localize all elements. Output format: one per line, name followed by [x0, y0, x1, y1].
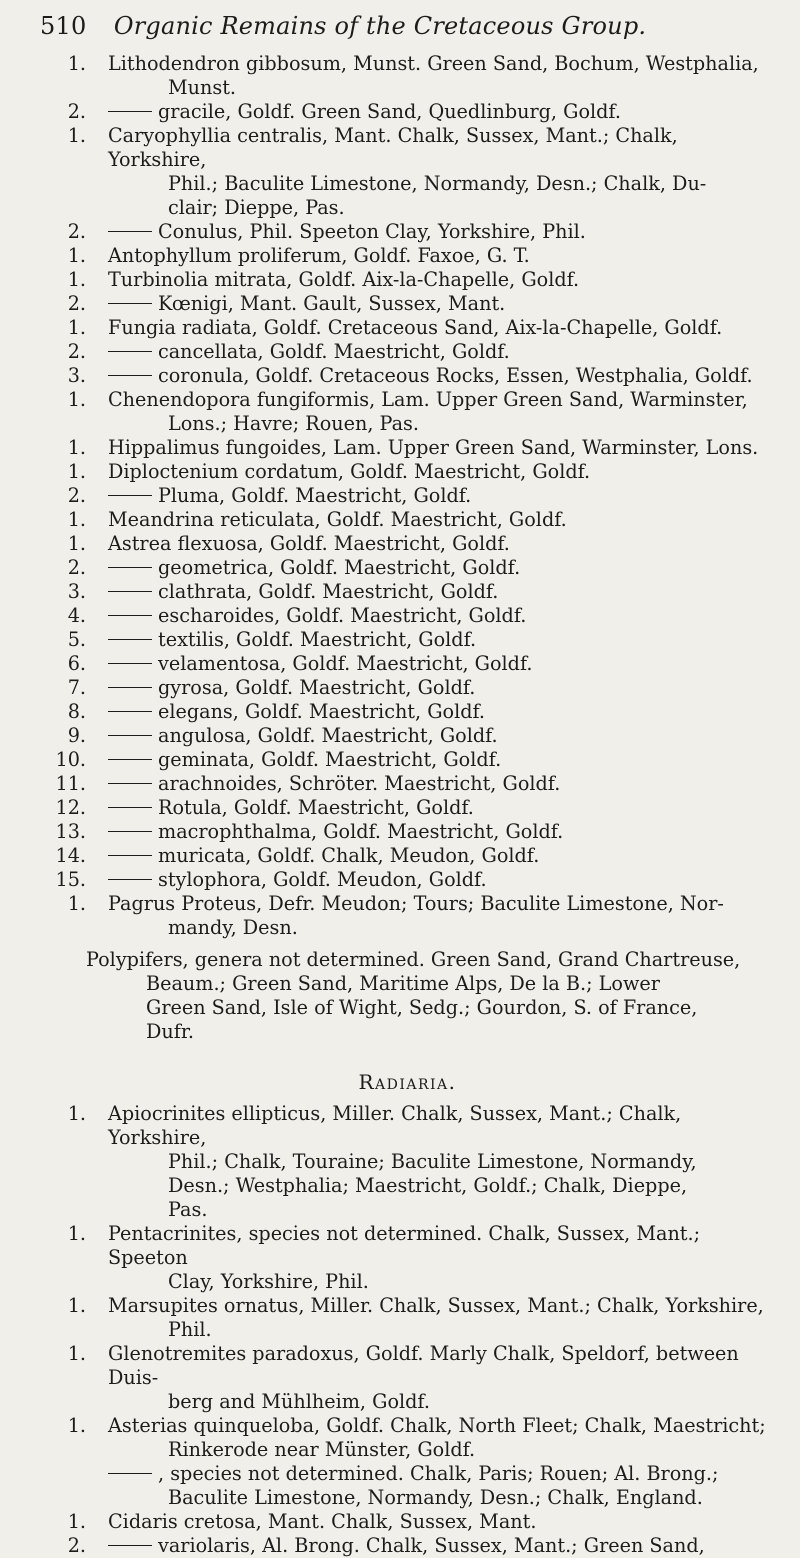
list-entry	[40, 100, 775, 124]
entry-line	[108, 484, 775, 508]
entry-text: angulosa, Goldf. Maestricht, Goldf.	[158, 724, 498, 747]
entry-line	[108, 1294, 775, 1318]
list-entry	[40, 580, 775, 604]
entry-line	[108, 100, 775, 124]
entry-number: 10.	[55, 748, 86, 771]
entry-line	[108, 652, 775, 676]
entry-line	[108, 892, 775, 916]
entry-line	[108, 700, 775, 724]
entry-text: Marsupites ornatus, Miller. Chalk, Sussex, Mant.; Chalk, Yorkshire,	[108, 1294, 764, 1317]
entry-line	[108, 1222, 775, 1270]
ditto-dash	[108, 615, 152, 616]
list-entry	[40, 1102, 775, 1222]
entry-number: 1.	[67, 1342, 86, 1365]
polypifers-paragraph	[40, 948, 775, 1044]
entry-number: 1.	[67, 892, 86, 915]
running-title: Organic Remains of the Cretaceous Group.	[113, 12, 647, 40]
entry-text: Desn.; Westphalia; Maestricht, Goldf.; Chalk, Dieppe,	[168, 1174, 688, 1197]
ditto-dash	[108, 495, 152, 496]
radiaria-list	[40, 1102, 775, 1558]
entry-text: clair; Dieppe, Pas.	[168, 196, 345, 219]
entry-number: 5.	[67, 628, 86, 651]
entry-line	[108, 1414, 775, 1438]
list-entry	[40, 1222, 775, 1294]
list-entry	[40, 700, 775, 724]
entry-text: Kœnigi, Mant. Gault, Sussex, Mant.	[158, 292, 506, 315]
entry-text: Pentacrinites, species not determined. Chalk, Sussex, Mant.; Speeton	[108, 1222, 701, 1269]
entry-text: geminata, Goldf. Maestricht, Goldf.	[158, 748, 502, 771]
ditto-dash	[108, 351, 152, 352]
entry-line	[108, 580, 775, 604]
entry-number: 12.	[55, 796, 86, 819]
entry-text: berg and Mühlheim, Goldf.	[168, 1390, 430, 1413]
list-entry	[40, 316, 775, 340]
entry-number: 1.	[67, 268, 86, 291]
entry-text: Meandrina reticulata, Goldf. Maestricht, Goldf.	[108, 508, 567, 531]
ditto-dash	[108, 711, 152, 712]
entry-text: Hippalimus fungoides, Lam. Upper Green Sand, Warminster, Lons.	[108, 436, 759, 459]
ditto-dash	[108, 1545, 152, 1546]
entry-number: 1.	[67, 52, 86, 75]
list-entry	[40, 1462, 775, 1510]
entry-line	[108, 76, 775, 100]
entry-number: 2.	[67, 340, 86, 363]
ditto-dash	[108, 735, 152, 736]
entry-number: 2.	[67, 484, 86, 507]
entry-number: 2.	[67, 220, 86, 243]
list-entry	[40, 388, 775, 436]
entry-number: 6.	[67, 652, 86, 675]
entry-line	[108, 124, 775, 172]
list-entry	[40, 1534, 775, 1558]
entry-line	[108, 1510, 775, 1534]
entry-line	[108, 1342, 775, 1390]
entry-line	[108, 1102, 775, 1150]
entry-text: stylophora, Goldf. Meudon, Goldf.	[158, 868, 487, 891]
entry-line	[108, 796, 775, 820]
entry-number: 1.	[67, 1102, 86, 1125]
paragraph-line: Beaum.; Green Sand, Maritime Alps, De la B.; Lower	[146, 972, 660, 995]
ditto-dash	[108, 231, 152, 232]
entry-text: Clay, Yorkshire, Phil.	[168, 1270, 369, 1293]
entry-line	[108, 1174, 775, 1198]
ditto-dash	[108, 111, 152, 112]
ditto-dash	[108, 879, 152, 880]
ditto-dash	[108, 831, 152, 832]
entry-text: Baculite Limestone, Normandy, Desn.; Chalk, England.	[168, 1486, 703, 1509]
entry-number: 1.	[67, 460, 86, 483]
entry-number: 1.	[67, 1222, 86, 1245]
list-entry	[40, 796, 775, 820]
ditto-dash	[108, 1473, 152, 1474]
entry-line	[108, 244, 775, 268]
entry-text: , species not determined. Chalk, Paris; Rouen; Al. Brong.;	[158, 1462, 719, 1485]
entry-text: Pagrus Proteus, Defr. Meudon; Tours; Baculite Limestone, Nor-	[108, 892, 724, 915]
entry-number: 2.	[67, 1534, 86, 1557]
entry-text: Rotula, Goldf. Maestricht, Goldf.	[158, 796, 474, 819]
entry-number: 4.	[67, 604, 86, 627]
entry-text: coronula, Goldf. Cretaceous Rocks, Essen, Westphalia, Goldf.	[158, 364, 753, 387]
entry-line	[108, 1534, 775, 1558]
ditto-dash	[108, 807, 152, 808]
list-entry	[40, 244, 775, 268]
list-entry	[40, 460, 775, 484]
entry-line	[108, 364, 775, 388]
entry-text: macrophthalma, Goldf. Maestricht, Goldf.	[158, 820, 564, 843]
entry-text: Chenendopora fungiformis, Lam. Upper Green Sand, Warminster,	[108, 388, 748, 411]
entry-text: clathrata, Goldf. Maestricht, Goldf.	[158, 580, 499, 603]
entry-line	[108, 916, 775, 940]
entry-text: arachnoides, Schröter. Maestricht, Goldf.	[158, 772, 561, 795]
entry-line	[108, 724, 775, 748]
entry-number: 1.	[67, 508, 86, 531]
entry-number: 1.	[67, 388, 86, 411]
entry-line	[108, 412, 775, 436]
entry-line	[108, 676, 775, 700]
ditto-dash	[108, 567, 152, 568]
ditto-dash	[108, 759, 152, 760]
list-entry	[40, 1414, 775, 1462]
entry-text: Phil.; Chalk, Touraine; Baculite Limestone, Normandy,	[168, 1150, 697, 1173]
entry-number: 3.	[67, 580, 86, 603]
list-entry	[40, 604, 775, 628]
entry-line	[108, 1318, 775, 1342]
entry-number: 1.	[67, 316, 86, 339]
entry-line	[108, 628, 775, 652]
entry-number: 9.	[67, 724, 86, 747]
entry-line	[108, 1462, 775, 1486]
entry-line	[108, 1486, 775, 1510]
ditto-dash	[108, 687, 152, 688]
entry-line	[108, 772, 775, 796]
list-entry	[40, 1510, 775, 1534]
entry-number: 15.	[55, 868, 86, 891]
entry-text: Pas.	[168, 1198, 208, 1221]
list-entry	[40, 220, 775, 244]
ditto-dash	[108, 855, 152, 856]
entry-text: Glenotremites paradoxus, Goldf. Marly Chalk, Speldorf, between Duis-	[108, 1342, 739, 1389]
paragraph-line: Polypifers, genera not determined. Green Sand, Grand Chartreuse,	[86, 948, 741, 971]
entry-text: mandy, Desn.	[168, 916, 298, 939]
entry-text: Astrea flexuosa, Goldf. Maestricht, Goldf.	[108, 532, 510, 555]
entry-text: Phil.; Baculite Limestone, Normandy, Desn.; Chalk, Du-	[168, 172, 707, 195]
entry-text: velamentosa, Goldf. Maestricht, Goldf.	[158, 652, 533, 675]
section-title: Radiaria.	[358, 1070, 457, 1094]
entry-line	[108, 172, 775, 196]
entry-line	[108, 820, 775, 844]
list-entry	[40, 340, 775, 364]
entry-text: Asterias quinqueloba, Goldf. Chalk, North Fleet; Chalk, Maestricht;	[108, 1414, 766, 1437]
entry-number: 2.	[67, 292, 86, 315]
ditto-dash	[108, 639, 152, 640]
entry-line	[108, 388, 775, 412]
ditto-dash	[108, 783, 152, 784]
entry-line	[108, 1270, 775, 1294]
entry-number: 1.	[67, 436, 86, 459]
list-entry	[40, 1342, 775, 1414]
entry-text: Lithodendron gibbosum, Munst. Green Sand, Bochum, Westphalia,	[108, 52, 759, 75]
coral-list	[40, 52, 775, 940]
entry-number: 13.	[55, 820, 86, 843]
entry-number: 3.	[67, 364, 86, 387]
entry-text: Lons.; Havre; Rouen, Pas.	[168, 412, 419, 435]
entry-line	[108, 220, 775, 244]
list-entry	[40, 532, 775, 556]
entry-text: textilis, Goldf. Maestricht, Goldf.	[158, 628, 477, 651]
entry-number: 7.	[67, 676, 86, 699]
paragraph-line: Green Sand, Isle of Wight, Sedg.; Gourdon, S. of France,	[146, 996, 698, 1019]
list-entry	[40, 484, 775, 508]
entry-text: escharoides, Goldf. Maestricht, Goldf.	[158, 604, 527, 627]
entry-text: Cidaris cretosa, Mant. Chalk, Sussex, Mant.	[108, 1510, 537, 1533]
entry-line	[108, 292, 775, 316]
entry-line	[108, 460, 775, 484]
entry-text: Turbinolia mitrata, Goldf. Aix-la-Chapelle, Goldf.	[108, 268, 580, 291]
list-entry	[40, 436, 775, 460]
page-content	[40, 52, 775, 1558]
entry-text: cancellata, Goldf. Maestricht, Goldf.	[158, 340, 510, 363]
entry-text: Caryophyllia centralis, Mant. Chalk, Sussex, Mant.; Chalk, Yorkshire,	[108, 124, 678, 171]
list-entry	[40, 508, 775, 532]
list-entry	[40, 724, 775, 748]
entry-text: Rinkerode near Münster, Goldf.	[168, 1438, 476, 1461]
entry-line	[108, 556, 775, 580]
list-entry	[40, 628, 775, 652]
entry-text: gyrosa, Goldf. Maestricht, Goldf.	[158, 676, 476, 699]
ditto-dash	[108, 591, 152, 592]
page-header	[40, 12, 760, 40]
entry-number: 11.	[55, 772, 86, 795]
entry-text: Munst.	[168, 76, 237, 99]
entry-text: Apiocrinites ellipticus, Miller. Chalk, Sussex, Mant.; Chalk, Yorkshire,	[108, 1102, 682, 1149]
entry-line	[108, 604, 775, 628]
list-entry	[40, 1294, 775, 1342]
entry-number: 2.	[67, 100, 86, 123]
entry-number: 1.	[67, 532, 86, 555]
list-entry	[40, 364, 775, 388]
list-entry	[40, 268, 775, 292]
list-entry	[40, 748, 775, 772]
entry-text: Pluma, Goldf. Maestricht, Goldf.	[158, 484, 472, 507]
entry-number: 1.	[67, 244, 86, 267]
entry-text: gracile, Goldf. Green Sand, Quedlinburg, Goldf.	[158, 100, 621, 123]
ditto-dash	[108, 303, 152, 304]
entry-line	[108, 196, 775, 220]
entry-line	[108, 1150, 775, 1174]
entry-number: 1.	[67, 1294, 86, 1317]
entry-line	[108, 340, 775, 364]
entry-line	[108, 1198, 775, 1222]
list-entry	[40, 676, 775, 700]
entry-line	[108, 748, 775, 772]
entry-number: 2.	[67, 556, 86, 579]
entry-line	[108, 508, 775, 532]
entry-line	[108, 532, 775, 556]
entry-line	[108, 52, 775, 76]
ditto-dash	[108, 375, 152, 376]
list-entry	[40, 52, 775, 100]
list-entry	[40, 652, 775, 676]
entry-line	[108, 436, 775, 460]
paragraph-line: Dufr.	[146, 1020, 195, 1043]
entry-line	[108, 844, 775, 868]
list-entry	[40, 892, 775, 940]
list-entry	[40, 820, 775, 844]
entry-text: Antophyllum proliferum, Goldf. Faxoe, G. T.	[108, 244, 530, 267]
entry-text: geometrica, Goldf. Maestricht, Goldf.	[158, 556, 521, 579]
list-entry	[40, 124, 775, 220]
list-entry	[40, 868, 775, 892]
entry-text: elegans, Goldf. Maestricht, Goldf.	[158, 700, 486, 723]
entry-line	[108, 316, 775, 340]
entry-text: Diploctenium cordatum, Goldf. Maestricht, Goldf.	[108, 460, 591, 483]
list-entry	[40, 292, 775, 316]
list-entry	[40, 772, 775, 796]
ditto-dash	[108, 663, 152, 664]
entry-text: Conulus, Phil. Speeton Clay, Yorkshire, Phil.	[158, 220, 586, 243]
entry-number: 8.	[67, 700, 86, 723]
list-entry	[40, 556, 775, 580]
entry-number: 1.	[67, 124, 86, 147]
entry-number: 1.	[67, 1510, 86, 1533]
entry-text: muricata, Goldf. Chalk, Meudon, Goldf.	[158, 844, 540, 867]
entry-line	[108, 268, 775, 292]
list-entry	[40, 844, 775, 868]
entry-line	[108, 868, 775, 892]
entry-text: Phil.	[168, 1318, 212, 1341]
entry-text: Fungia radiata, Goldf. Cretaceous Sand, Aix-la-Chapelle, Goldf.	[108, 316, 723, 339]
entry-line	[108, 1438, 775, 1462]
entry-text: variolaris, Al. Brong. Chalk, Sussex, Mant.; Green Sand,	[158, 1534, 705, 1557]
entry-number: 14.	[55, 844, 86, 867]
page-number: 510	[40, 12, 87, 40]
entry-number: 1.	[67, 1414, 86, 1437]
